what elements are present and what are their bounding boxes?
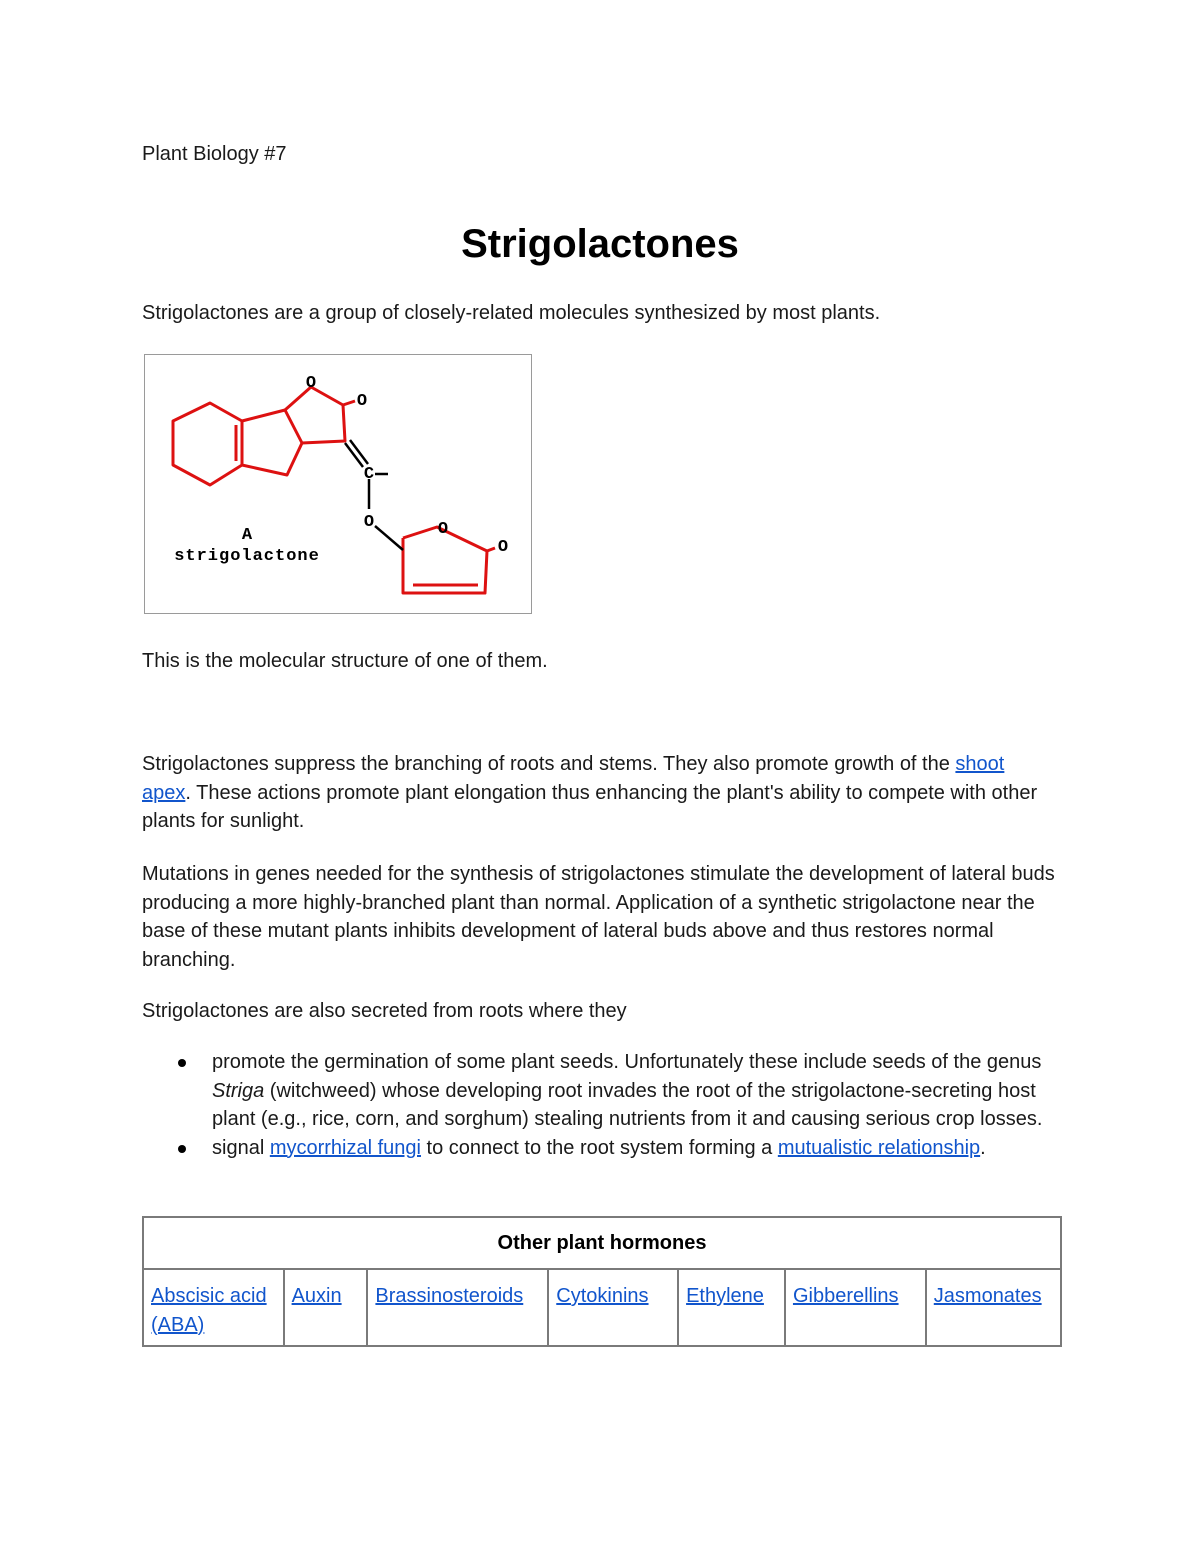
bullet2-text-c: . xyxy=(980,1136,986,1159)
abscisic-acid-link[interactable]: Abscisic acid (ABA) xyxy=(151,1285,267,1336)
atom-o-carbonyl-bottom: O xyxy=(497,538,509,557)
mutations-paragraph: Mutations in genes needed for the synthesis of strigolactones stimulate the development of lateral buds producing a more highly-branched plant than normal. Application of a synthetic strigolactone near the base of these mutant plants inhibits development of lateral buds above and thus restores normal branching. xyxy=(142,863,1055,971)
carbonyl-bond-bottom xyxy=(487,548,495,551)
page-title: Strigolactones xyxy=(461,222,739,266)
branching-paragraph xyxy=(142,750,1058,836)
secretion-bullet-list xyxy=(142,1048,1062,1162)
cell-jasmonates xyxy=(926,1269,1061,1346)
bullet1-text-b: (witchweed) whose developing root invades the root of the strigolactone-secreting host plant (e.g., rice, corn, and sorghum) stealing nutrients from it and causing serious crop losses. xyxy=(212,1079,1043,1130)
bullet2-text-a: signal xyxy=(212,1136,270,1159)
cell-gibberellins xyxy=(785,1269,926,1346)
list-item xyxy=(142,1134,1062,1163)
figure-caption-line2: strigolactone xyxy=(174,547,320,566)
atom-o-ring: O xyxy=(437,520,449,539)
figure-caption-line1: A xyxy=(241,526,253,545)
branching-text-a: Strigolactones suppress the branching of roots and stems. They also promote growth of the xyxy=(142,753,956,775)
atom-o-carbonyl-top: O xyxy=(356,392,368,411)
brassinosteroids-link[interactable]: Brassinosteroids xyxy=(375,1285,524,1307)
branching-text-b: . These actions promote plant elongation thus enhancing the plant's ability to compete with other plants for sunlight. xyxy=(142,781,1038,832)
doc-label: Plant Biology #7 xyxy=(142,143,287,165)
auxin-link[interactable]: Auxin xyxy=(291,1285,342,1307)
molecule-diagram xyxy=(145,355,533,615)
lactone-ring-top xyxy=(285,387,345,443)
carbonyl-bond-top xyxy=(343,401,355,405)
cell-abscisic-acid xyxy=(143,1269,284,1346)
list-item xyxy=(142,1048,1062,1134)
strigolactone-structure-figure xyxy=(144,354,532,614)
striga-genus: Striga xyxy=(212,1079,265,1102)
cell-auxin xyxy=(284,1269,368,1346)
mutualistic-relationship-link[interactable]: mutualistic relationship xyxy=(777,1136,981,1159)
table-row xyxy=(143,1269,1061,1346)
mycorrhizal-fungi-link[interactable]: mycorrhizal fungi xyxy=(269,1136,421,1159)
cell-ethylene xyxy=(678,1269,785,1346)
cell-cytokinins xyxy=(548,1269,678,1346)
other-hormones-table xyxy=(142,1216,1062,1347)
atom-carbon: C xyxy=(363,465,375,484)
secretion-intro: Strigolactones are also secreted from roots where they xyxy=(142,1000,627,1022)
atom-o-top: O xyxy=(305,374,317,393)
figure-note: This is the molecular structure of one of them. xyxy=(142,650,548,672)
cytokinins-link[interactable]: Cytokinins xyxy=(556,1285,649,1307)
atom-o-link: O xyxy=(363,513,375,532)
bullet1-text-a: promote the germination of some plant seeds. Unfortunately these include seeds of the genus xyxy=(212,1051,1042,1073)
shoot-apex-link[interactable]: shoot apex xyxy=(142,753,1005,804)
o-ring-bond xyxy=(375,526,403,550)
table-header: Other plant hormones xyxy=(143,1217,1061,1269)
bullet-dot-icon xyxy=(178,1059,186,1067)
bullet-dot-icon xyxy=(178,1145,186,1153)
ethylene-link[interactable]: Ethylene xyxy=(686,1285,764,1307)
cyclohexene-ring xyxy=(173,403,242,485)
cyclopentane-ring xyxy=(242,410,302,475)
jasmonates-link[interactable]: Jasmonates xyxy=(933,1285,1042,1307)
intro-paragraph: Strigolactones are a group of closely-related molecules synthesized by most plants. xyxy=(142,302,881,324)
bullet2-text-b: to connect to the root system forming a xyxy=(420,1136,778,1159)
cell-brassinosteroids xyxy=(367,1269,548,1346)
gibberellins-link[interactable]: Gibberellins xyxy=(792,1285,899,1307)
